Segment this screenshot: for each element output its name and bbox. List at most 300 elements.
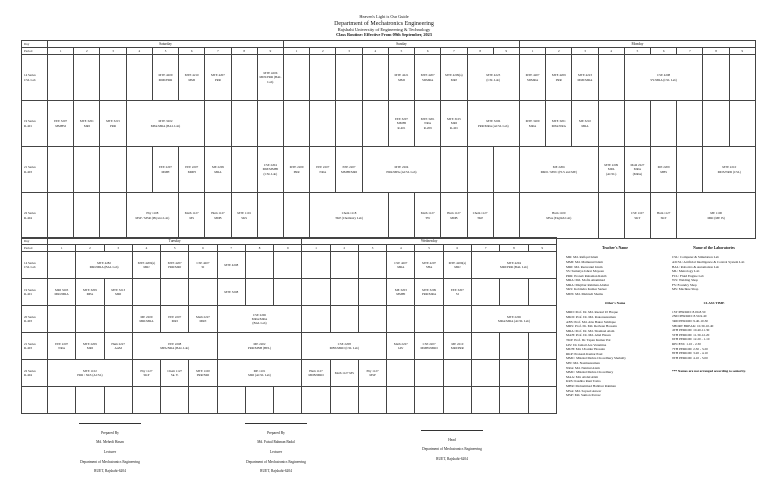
class-cell: MTE 4282 MRI/MRA (BAL Lab) [76,252,133,279]
day-header: Wednesday [302,238,557,245]
class-cell: Hum 2227 AAM [104,333,132,360]
empty-cell [362,55,388,101]
period-time-entry: 4TH PERIOD: 10.40-11.30 [672,328,710,333]
empty-cell [302,306,330,333]
class-cell: MTE 3209 PRR/MRA [415,279,443,306]
empty-cell [358,279,386,306]
teachers-box [566,241,664,402]
empty-cell [330,252,358,279]
signature-name: Md. Faisal Rahman Badal [257,440,295,445]
seniority-note: *** Names are not arranged according to seniority. [672,368,746,373]
signature-address: RUET, Rajshahi-6204 [94,469,126,474]
class-cell: CSE 2208 MBS/MRD (CSL Lab) [302,333,387,360]
routine-row [22,252,557,279]
class-cell: MTE 3201 NRA R-209 [415,101,441,147]
routine-row [22,306,557,333]
lab-entry: FS: Foundry Shop [672,282,697,287]
series-label: 21 Series R-403 [22,333,48,360]
empty-cell [48,252,76,279]
period-time-entry: 2ND PERIOD: 8.50-9.40 [672,314,707,319]
other-teacher-entry: MUH: Md. Ubaidur Hossain [566,347,605,352]
other-teacher-entry: MSP: Md. Sumon Parvez [566,393,601,398]
empty-cell [528,279,556,306]
class-cell: MTE 4207 SDMRA [415,55,441,101]
period-number: 6 [415,48,441,55]
class-cell: MTE 4209(a) MRJ [441,55,467,101]
other-teacher-entry: MAA: Md. Abdul Alim [566,374,599,379]
other-teacher-entry: IAV: Dr. Ismail Ara Varamina [566,342,607,347]
empty-cell [48,387,76,414]
empty-cell [415,306,443,333]
class-cell: EEE 2207 MMH [152,147,178,193]
class-cell: MTE 3202 MPA/MRA (BAL Lab) [126,101,205,147]
class-cell: Math 1127 MS [330,360,358,387]
period-number: 7 [471,245,499,252]
other-teacher-entry: MKD: Prof. Dr. Md. Rokonuzzaman [566,315,616,320]
class-cell: Hum 1127 MDB [205,193,231,239]
teachers-title: Teacher's Name [602,245,628,250]
period-number: 4 [387,245,415,252]
period-number: 1 [48,245,76,252]
empty-cell [703,101,729,147]
empty-cell [651,101,677,147]
routine-title: Class Routine: Effective From 09th September, 2023 [336,32,432,37]
others-title: Other's Name [604,301,626,306]
empty-cell [493,193,519,239]
class-cell: MTE 3209 MRA [519,101,545,147]
class-cell: MTE 2210 MDS/NRD (CSL) [703,147,756,193]
empty-cell [126,55,152,101]
empty-cell [528,360,556,387]
lab-entry: MS: Machine Shop [672,287,699,292]
teacher-entry: MRA: Md. Mofiz Ahammad [566,278,605,283]
empty-cell [677,147,703,193]
empty-cell [624,101,650,147]
period-number: 2 [76,245,104,252]
class-cell: MTE 4204 MRI/PRR (BAL Lab) [471,252,556,279]
empty-cell [74,147,100,193]
period-time-entry: 7TH PERIOD: 2.30 - 3.20 [672,346,708,351]
period-number: 9 [274,245,302,252]
period-number: 8 [245,245,273,252]
row-head-day: Day [22,41,48,48]
period-number: 3 [572,48,598,55]
class-cell: Chem 1127 TKP [467,193,493,239]
routine-row [22,193,756,239]
empty-cell [126,147,152,193]
class-cell: Hum 1100 MSA (English Lab) [519,193,598,239]
routine-row [22,101,756,147]
period-number: 6 [179,48,205,55]
class-cell: Hum 1127 MDB/MRD [302,360,330,387]
empty-cell [388,193,414,239]
empty-cell [205,101,231,147]
empty-cell [274,252,302,279]
class-cell: MTE 4209(a) MRJ [132,252,160,279]
class-cell: MTE 3213 MRI [104,279,132,306]
empty-cell [231,147,257,193]
class-cell: MTE 4223 MMI/MRA [572,55,598,101]
period-number: 6 [443,245,471,252]
day-header: Sunday [283,41,519,48]
signature-role: Prepared By [267,430,285,435]
other-teacher-entry: ABS: Prof. Md. Abu Bakar Siddique [566,319,616,324]
empty-cell [283,101,309,147]
class-cell: ME 3203 MMHI [387,279,415,306]
routine-row [22,333,557,360]
class-cell: MTE 4221 MMI [388,55,414,101]
class-cell: CSE 2206 MRA/MRA (BAL Lab) [217,306,302,333]
period-number: 5 [388,48,414,55]
class-cell: EEE 2207 NRA [48,333,76,360]
period-number: 5 [152,48,178,55]
teacher-entry: MRI: Md. Rezwanul Islam [566,264,603,269]
period-number: 5 [415,245,443,252]
class-cell: CSE 4207 MRA [387,252,415,279]
other-teacher-entry: MMC: Mikdad Mehra Chowdhury Shehally [566,356,626,361]
empty-cell [387,360,415,387]
period-number: 9 [729,48,755,55]
period-number: 4 [362,48,388,55]
class-cell: MTE 3201 MRI [74,101,100,147]
series-label: 19 Series R-401 [22,101,48,147]
empty-cell [74,55,100,101]
empty-cell [48,193,74,239]
signature-head [382,425,522,467]
class-cell: MTE 4206 MDS/PRR (BAL Lab) [257,55,283,101]
other-teacher-entry: MRA: Prof. Dr. Md. Shamsul Alam [566,328,615,333]
signature-department: Department of Mechatronics Engineering [80,459,140,464]
top-routine-table [21,40,756,239]
class-cell: MTE 3206 PRR/MRA (ACSL Lab) [467,101,519,147]
period-number: 8 [467,48,493,55]
series-label [22,387,48,414]
period-number: 4 [598,48,624,55]
period-number: 2 [74,48,100,55]
period-number: 4 [126,48,152,55]
empty-cell [330,387,358,414]
class-cell: MTE 1100 PRR/NRI [189,360,217,387]
class-cell: ME 2209 MRA [205,147,231,193]
empty-cell [231,55,257,101]
empty-cell [330,306,358,333]
signature-name: Md. Mehedi Hasan [96,440,124,445]
class-cell: Chem 1127 Sk. Y. [161,360,189,387]
period-number: 1 [48,48,74,55]
signature-address: RUET, Rajshahi-6204 [260,469,292,474]
period-number: 9 [528,245,556,252]
class-cell: MTE 2209 PRR [283,147,309,193]
period-number: 9 [257,48,283,55]
empty-cell [257,101,283,147]
period-number: 6 [651,48,677,55]
university-motto: Heaven's Light is Our Guide [359,14,409,19]
other-teacher-entry: NRA: Md. Naimul Alam [566,365,600,370]
class-cell: MTE 2204 PRR/MPA (ACSL Lab) [362,147,441,193]
period-number: 3 [100,48,126,55]
empty-cell [231,101,257,147]
series-label: 14 Series CSL Lab [22,252,48,279]
empty-cell [500,333,528,360]
empty-cell [245,252,273,279]
empty-cell [104,306,132,333]
class-cell: ME 2209 MRI/MRA [132,306,160,333]
empty-cell [471,333,499,360]
empty-cell [598,55,624,101]
empty-cell [362,101,388,147]
empty-cell [358,306,386,333]
period-number: 4 [132,245,160,252]
class-cell: MTE 1102 PRR / SKS (ACSL) [48,360,133,387]
empty-cell [100,55,126,101]
empty-cell [729,101,755,147]
period-number: 5 [161,245,189,252]
empty-cell [677,101,703,147]
routine-row [22,387,557,414]
class-cell: MTE 4207 SHA [415,252,443,279]
class-cell: MRI 3203 MRI/MRA [48,279,76,306]
series-label: 21 Series R-403 [22,147,48,193]
empty-cell [161,279,189,306]
empty-cell [161,387,189,414]
class-cell: EEE 2208 MPA/NRA (BAL Lab) [132,333,217,360]
class-cell: Math 2227 MRA (MRA) [624,147,650,193]
other-teacher-entry: TKP: Prof. Dr. Tapan Kumar Pal [566,338,611,342]
signature-department: Department of Mechatronics Engineering [246,459,306,464]
routine-row [22,279,557,306]
empty-cell [76,306,104,333]
period-number: 2 [330,245,358,252]
class-cell: Hum 1127 SKT [651,193,677,239]
empty-cell [493,147,519,193]
class-cell: EEE 2207 MMHI/MRI [336,147,362,193]
class-cell: Phy 1108 MSP / MSR (Physics Lab) [126,193,178,239]
row-head-day: Day [22,238,48,245]
teacher-entry: SS: Sumaiya Ishrat Moyeen [566,269,604,274]
signature-department: Department of Mechatronics Engineering [422,447,482,452]
class-cell: MTE 2206 MRA/MRA (ACSL Lab) [471,306,556,333]
class-cell: MTE 3209 MPA [76,279,104,306]
period-time-entry: 1ST PERIOD: 8.00-8.50 [672,309,706,314]
period-number: 7 [677,48,703,55]
class-cell: ME 1101 MRI (ACSL Lab) [217,360,302,387]
period-time-entry: 5TH PERIOD: 11.30-12.20 [672,332,710,337]
period-number: 3 [336,48,362,55]
empty-cell [729,55,755,101]
empty-cell [598,193,624,239]
routine-row [22,147,756,193]
class-cell: CSE 4207 SI [189,252,217,279]
other-teacher-entry: RKP: Prokash Kumar Paul [566,351,603,356]
empty-cell [336,55,362,101]
empty-cell [598,101,624,147]
empty-cell [387,387,415,414]
other-teacher-entry: MAH: Prof. Dr. Md. Abul Hasan [566,333,611,338]
class-cell: EEE 3207 SI [443,279,471,306]
teacher-entry: MDS: Md. Muhtadi Shams [566,292,603,297]
period-number: 8 [703,48,729,55]
university-name: Rajshahi University of Engineering & Technology [337,27,431,32]
signature-role: Prepared By [101,430,119,435]
empty-cell [274,279,302,306]
row-head-period: Period [22,48,48,55]
period-number: 1 [302,245,330,252]
period-time-entry: RECESS: 1.10 - 2.30 [672,342,701,346]
class-cell: ME 2209 MBS [651,147,677,193]
class-cell: Hum 1127 MDB [441,193,467,239]
series-label: 14 Series CSL Lab [22,55,48,101]
empty-cell [467,147,493,193]
other-teacher-entry: MMC: Mikdad Mehra Chowdhury [566,370,614,375]
empty-cell [703,55,729,101]
class-cell: MTE 3105 MRI R-401 [441,101,467,147]
class-cell: MTE 4223 (CSL Lab) [467,55,519,101]
signature-address: RUET, Rajshahi-6204 [436,457,468,462]
class-cell: MTE 3215 PRR [100,101,126,147]
bottom-routine-table [21,237,557,414]
signature-role: Head [448,437,456,442]
class-cell: EEE 2207 MMH [179,147,205,193]
series-label: 22 Series R-404 [22,193,48,239]
class-cell: MTE 4207 PRR/MRJ [161,252,189,279]
labs-title: Name of the Laboratories [693,245,735,250]
period-number: 5 [624,48,650,55]
empty-cell [500,360,528,387]
class-cell: ME 2206 MRD / MNC (FLS and ME) [519,147,598,193]
empty-cell [443,360,471,387]
period-number: 3 [104,245,132,252]
class-cell: EEE 2207 NRA [310,147,336,193]
teacher-entry: SKS: Kobindra Kumar Sarker [566,287,607,292]
empty-cell [104,387,132,414]
teacher-entry: MRA: Mujibur Rahman Abidur [566,282,610,287]
class-cell: ME 2202 PRR/MNB (BEL) [217,333,302,360]
labs-box [672,241,756,378]
empty-cell [100,147,126,193]
empty-cell [100,193,126,239]
empty-cell [528,333,556,360]
class-cell: EEE 3207 MMHI R-401 [388,101,414,147]
other-teacher-entry: MN: Md. Nazmuzzaman [566,360,600,365]
empty-cell [189,279,217,306]
class-cell: Chem 1118 TKP (Chemistry Lab) [310,193,389,239]
row-head-period: Period [22,245,48,252]
class-cell: ME 2210 MRI/PRR [443,333,471,360]
class-cell: MTE 4208 [217,252,245,279]
class-cell: Phy 1127 SKP [132,360,160,387]
empty-cell [387,306,415,333]
empty-cell [302,252,330,279]
routine-row [22,360,557,387]
class-cell: MTE 4210 MMI [179,55,205,101]
class-cell: MTE 4209(a) MRJ [443,252,471,279]
empty-cell [302,387,330,414]
empty-cell [471,360,499,387]
empty-cell [76,387,104,414]
period-number: 2 [546,48,572,55]
series-label: 19 Series R-401 [22,279,48,306]
empty-cell [415,387,443,414]
signature-designation: Lecturer [269,450,283,455]
class-cell: MTE 4209 PRR [546,55,572,101]
empty-cell [310,101,336,147]
lab-entry: ML: Metrology Lab [672,269,700,274]
class-cell: Math 1127 TW [415,193,441,239]
period-number: 7 [205,48,231,55]
class-cell: ME 1100 MRI (ME IS) [677,193,756,239]
empty-cell [48,55,74,101]
empty-cell [415,360,443,387]
other-teacher-entry: MHR: Mohammad Habibur Rahman [566,383,617,388]
teacher-entry: MR: Md. Rafiqul Islam [566,255,599,260]
signature-designation: Lecturer [103,450,117,455]
lab-entry: AICSL: Artificial Intelligence & Control System Lab [672,259,745,264]
empty-cell [500,279,528,306]
empty-cell [302,279,330,306]
period-time-entry: 3RD PERIOD: 9.40-10.30 [672,319,708,324]
empty-cell [330,279,358,306]
other-teacher-entry: MSA: Md. Sayeed Anwer [566,388,602,393]
period-number: 7 [441,48,467,55]
period-number: 1 [283,48,309,55]
empty-cell [274,387,302,414]
class-cell: MTE 3201 MPA/NRA [546,101,572,147]
empty-cell [189,387,217,414]
class-cell: Phy 1127 MSP [358,360,386,387]
period-number: 3 [358,245,386,252]
class-cell: EEE 2207 MRI [161,306,189,333]
department-name: Department of Mechatronics Engineering [334,21,434,27]
class-cell: MTE 4207 SDMRA [519,55,545,101]
lab-entry: CSL: Computer & Simulation Lab [672,255,719,260]
class-cell: Math 1127 MS [179,193,205,239]
period-number: 8 [500,245,528,252]
period-number: 9 [493,48,519,55]
empty-cell [257,193,283,239]
class-cell: MTE 4209 MMI/PRR [152,55,178,101]
class-cell: MTE 1101 SKS [231,193,257,239]
empty-cell [358,387,386,414]
empty-cell [132,279,160,306]
period-time-entry: SHORT BREAK: 10.30-10.40 [672,323,714,328]
class-cell: ME 3210 MRA [572,101,598,147]
series-label: 20 Series R-403 [22,306,48,333]
period-time-entry: 6TH PERIOD: 12.20 - 1.10 [672,337,710,342]
timing-title: CLASS TIME [703,300,725,305]
class-cell: Math 2227 IAV [387,333,415,360]
teacher-entry: MMI: Md. Mamunul Islam [566,259,603,264]
empty-cell [336,101,362,147]
class-cell: CSE 2204 MM/MMHI (CSL Lab) [257,147,283,193]
series-label: 22 Series R-404 [22,360,48,387]
day-header: Saturday [48,41,284,48]
period-number: 2 [310,48,336,55]
class-cell: MTE 2209 MRI [76,333,104,360]
class-cell: Math 2227 MRE [189,306,217,333]
empty-cell [500,387,528,414]
empty-cell [443,387,471,414]
period-number: 7 [217,245,245,252]
period-number: 1 [519,48,545,55]
empty-cell [245,279,273,306]
class-cell: CSE 1107 SKT [624,193,650,239]
routine-row [22,55,756,101]
empty-cell [358,252,386,279]
signature-mehedi [40,418,180,479]
class-cell: MTE 3208 [217,279,245,306]
class-cell: CSE 2207 MMHI/MRD [415,333,443,360]
other-teacher-entry: MRD: Prof. Dr. Md. Rezaul Ul Haque [566,310,618,315]
